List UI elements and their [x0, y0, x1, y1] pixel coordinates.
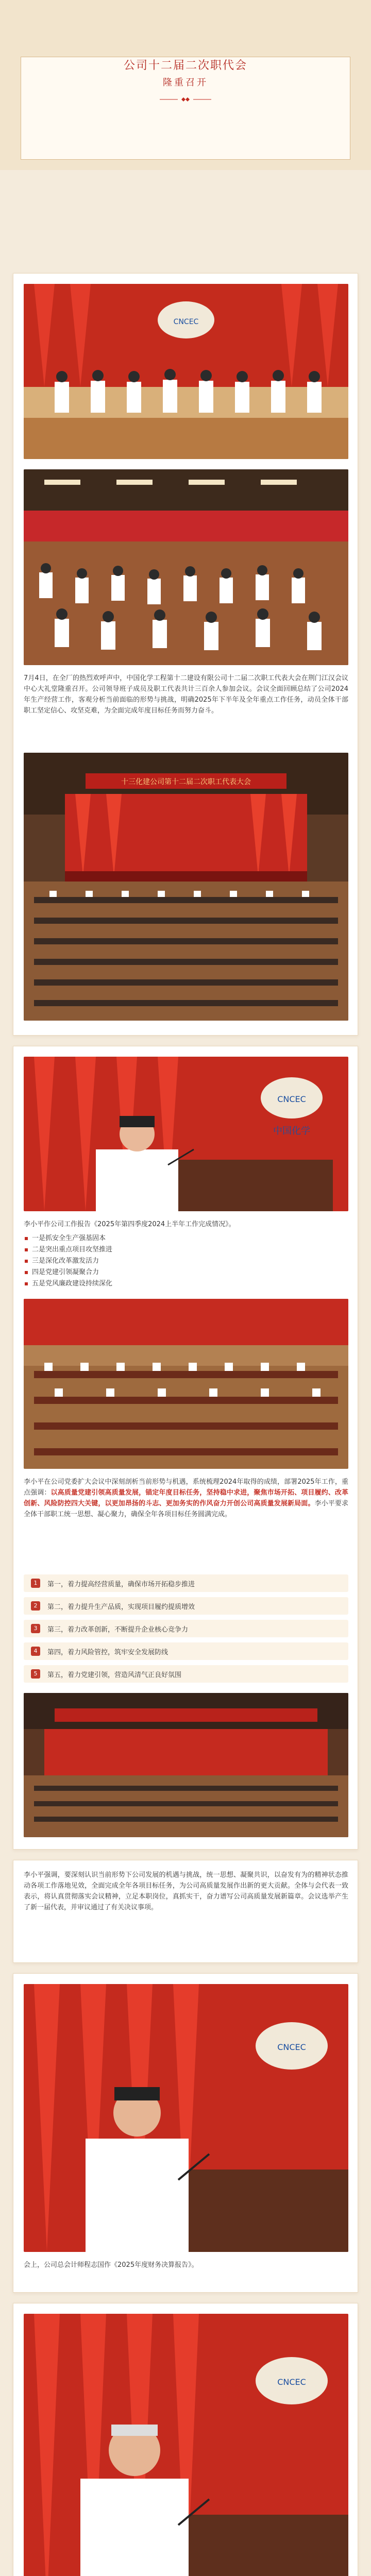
- task-label: 第四，着力风险管控，筑牢安全发展防线: [47, 1649, 168, 1656]
- task-row: [24, 1642, 348, 1660]
- task-label: 第二，着力提升生产品质，实现项目履约提质增效: [47, 1603, 195, 1611]
- analysis-text-b: 李小平要求全体干部职工统一思想、凝心聚力，确保全年各项目标任务圆满完成。: [24, 1500, 348, 1518]
- hall-banner-text: 十三化建公司第十二届二次职工代表大会: [121, 778, 251, 786]
- photo-conference-hall: [24, 753, 348, 1021]
- caption-speaker-1: 会上，公司总会计师程志国作《2025年度财务决算报告》。: [24, 2261, 198, 2269]
- report-bullet-list: [24, 1233, 348, 1290]
- intro-paragraph: 7月4日，在全厂的热烈欢呼声中，中国化学工程第十二建设有限公司十二届二次职工代表大会在荆门江汉会议中心大礼堂隆重召开。公司领导班子成员及职工代表共计三百余人参加会议。会议全面回顾总结了公司2024年生产经营工作，客观分析当前面临的形势与挑战，明确2025年下半年及全年重点工作任务，动员全体干部职工坚定信心、攻坚克难，为全面完成年度目标任务而努力奋斗。: [24, 674, 348, 715]
- ornament-icon: [160, 95, 211, 104]
- photo-stage-leaders: [24, 284, 348, 459]
- card-report: [13, 1046, 358, 1850]
- task-row: [24, 1665, 348, 1683]
- brand-logo-en: CNCEC: [277, 1094, 306, 1104]
- page-subtitle: 隆重召开: [163, 77, 208, 88]
- task-number: 3: [31, 1624, 40, 1633]
- card-session: [13, 273, 358, 1036]
- svg-text:CNCEC: CNCEC: [277, 2377, 306, 2387]
- photo-meeting-rows: [24, 1299, 348, 1469]
- list-item: 四是党建引领凝聚合力: [24, 1267, 348, 1278]
- card-closing: [13, 1860, 358, 1963]
- brand-logo-cn: 中国化学: [273, 1126, 310, 1137]
- task-label: 第一，着力提高经营质量，确保市场开拓稳步推进: [47, 1581, 195, 1588]
- list-item: 五是党风廉政建设持续深化: [24, 1278, 348, 1290]
- task-number: 4: [31, 1647, 40, 1656]
- analysis-paragraph: [24, 1477, 348, 1520]
- analysis-highlight: 以高质量党建引领高质量发展，锚定年度目标任务，坚持稳中求进，聚焦市场开拓、项目履约、改革创新、风险防控四大关键，以更加昂扬的斗志、更加务实的作风奋力开创公司高质量发展新局面。: [24, 1489, 348, 1507]
- task-label: 第三，着力改革创新，不断提升企业核心竞争力: [47, 1626, 189, 1634]
- task-number: 5: [31, 1669, 40, 1679]
- analysis-text-a: 李小平在公司党委扩大会议中深刻剖析当前形势与机遇，系统梳理2024年取得的成绩，部署2025年工作，重点强调：: [24, 1478, 348, 1497]
- card-speaker-1: [13, 1973, 358, 2293]
- svg-text:CNCEC: CNCEC: [173, 318, 199, 326]
- task-row: [24, 1620, 348, 1637]
- closing-paragraph: 李小平强调，要深刻认识当前形势下公司发展的机遇与挑战，统一思想、凝聚共识，以奋发有为的精神状态推动各项工作落地见效，全面完成全年各项目标任务，为公司高质量发展作出新的更大贡献。全体与会代表一致表示，将认真贯彻落实会议精神，立足本职岗位，真抓实干，奋力谱写公司高质量发展新篇章。会议选举产生了新一届代表，并审议通过了有关决议事项。: [24, 1871, 348, 1911]
- photo-audience-standing: [24, 469, 348, 665]
- task-row: [24, 1574, 348, 1592]
- photo-speaker-report: [24, 1057, 348, 1211]
- list-item: 三是深化改革激发活力: [24, 1256, 348, 1267]
- photo-speaker-1: [24, 1984, 348, 2252]
- list-item: 二是突出重点项目攻坚推进: [24, 1244, 348, 1256]
- task-number: 1: [31, 1579, 40, 1588]
- list-item: 一是抓安全生产强基固本: [24, 1233, 348, 1244]
- page-title: 公司十二届二次职代会: [123, 59, 247, 72]
- card-speaker-2: [13, 2303, 358, 2576]
- report-paragraph: 李小平作公司工作报告《2025年第四季度2024上半年工作完成情况》。: [24, 1221, 235, 1228]
- task-number: 2: [31, 1601, 40, 1611]
- svg-text:CNCEC: CNCEC: [277, 2042, 306, 2052]
- photo-speaker-2: [24, 2314, 348, 2576]
- task-row: [24, 1597, 348, 1615]
- task-label: 第五，着力党建引领，营造风清气正良好氛围: [47, 1671, 182, 1679]
- photo-hall-wide-2: [24, 1693, 348, 1837]
